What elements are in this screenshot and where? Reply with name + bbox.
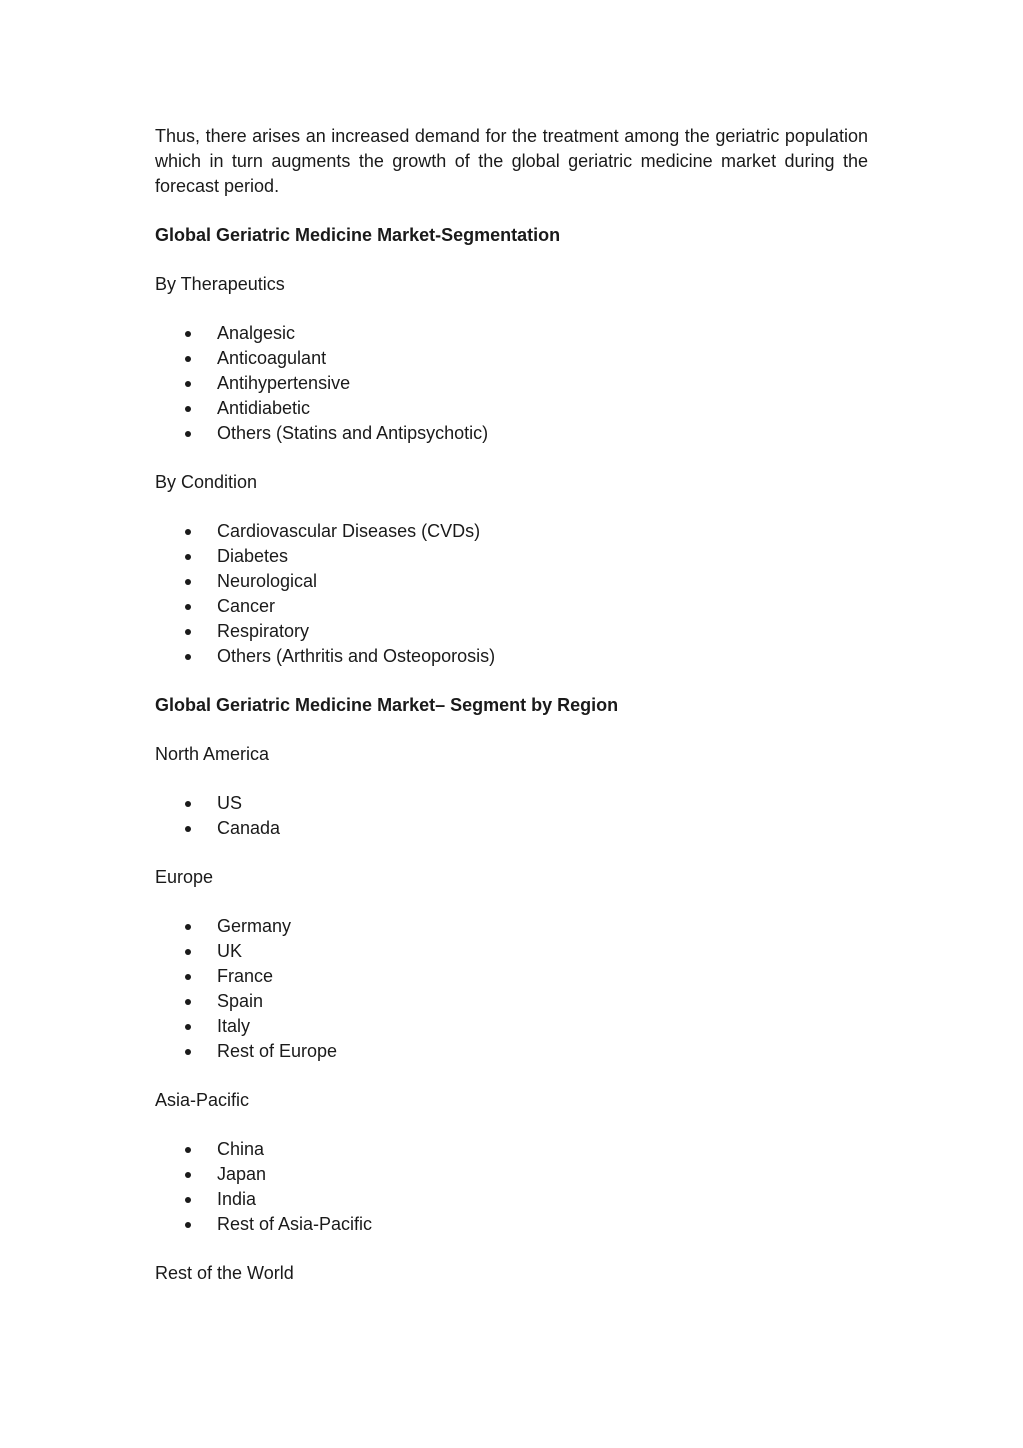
- list-item: [155, 346, 868, 371]
- bullet-icon: [185, 554, 191, 560]
- list-item-label: Cardiovascular Diseases (CVDs): [217, 521, 481, 541]
- list-item-label: Others (Statins and Antipsychotic): [217, 423, 489, 443]
- bullet-icon: [185, 801, 191, 807]
- list-item-label: Italy: [217, 1016, 251, 1036]
- bullet-icon: [185, 1024, 191, 1030]
- list-item: [155, 371, 868, 396]
- list-item: [155, 569, 868, 594]
- list-item: [155, 1039, 868, 1064]
- bullet-icon: [185, 1197, 191, 1203]
- list-item: [155, 939, 868, 964]
- segmentation-heading: Global Geriatric Medicine Market-Segmentation: [155, 225, 561, 245]
- bullet-icon: [185, 999, 191, 1005]
- list-item: [155, 1212, 868, 1237]
- list-item-label: Canada: [217, 818, 281, 838]
- rest-of-world-label: Rest of the World: [155, 1263, 294, 1283]
- therapeutics-list: [155, 321, 868, 446]
- list-item: [155, 1137, 868, 1162]
- bullet-icon: [185, 431, 191, 437]
- europe-list: [155, 914, 868, 1064]
- asia-pacific-list: [155, 1137, 868, 1237]
- list-item: [155, 594, 868, 619]
- bullet-icon: [185, 381, 191, 387]
- bullet-icon: [185, 654, 191, 660]
- list-item: [155, 321, 868, 346]
- bullet-icon: [185, 356, 191, 362]
- list-item-label: Diabetes: [217, 546, 289, 566]
- bullet-icon: [185, 529, 191, 535]
- list-item: [155, 544, 868, 569]
- bullet-icon: [185, 949, 191, 955]
- list-item-label: Rest of Europe: [217, 1041, 338, 1061]
- bullet-icon: [185, 579, 191, 585]
- list-item-label: Rest of Asia-Pacific: [217, 1214, 373, 1234]
- list-item-label: Others (Arthritis and Osteoporosis): [217, 646, 496, 666]
- list-item-label: US: [217, 793, 243, 813]
- list-item-label: Cancer: [217, 596, 276, 616]
- list-item-label: Japan: [217, 1164, 267, 1184]
- region-heading: Global Geriatric Medicine Market– Segment by Region: [155, 695, 619, 715]
- list-item-label: India: [217, 1189, 257, 1209]
- north-america-label: North America: [155, 744, 270, 764]
- list-item: [155, 816, 868, 841]
- list-item: [155, 914, 868, 939]
- list-item-label: Antidiabetic: [217, 398, 311, 418]
- bullet-icon: [185, 1222, 191, 1228]
- list-item-label: Anticoagulant: [217, 348, 327, 368]
- intro-paragraph: Thus, there arises an increased demand for the treatment among the geriatric population which in turn augments the growth of the global geriatric medicine market during the forecast period.: [155, 126, 868, 196]
- bullet-icon: [185, 629, 191, 635]
- list-item-label: France: [217, 966, 274, 986]
- north-america-list: [155, 791, 868, 841]
- list-item-label: Spain: [217, 991, 264, 1011]
- list-item: [155, 1014, 868, 1039]
- list-item: [155, 964, 868, 989]
- bullet-icon: [185, 1147, 191, 1153]
- list-item-label: Germany: [217, 916, 292, 936]
- bullet-icon: [185, 1172, 191, 1178]
- list-item: [155, 619, 868, 644]
- bullet-icon: [185, 974, 191, 980]
- therapeutics-label: By Therapeutics: [155, 274, 285, 294]
- list-item-label: China: [217, 1139, 265, 1159]
- list-item-label: Analgesic: [217, 323, 296, 343]
- list-item: [155, 421, 868, 446]
- bullet-icon: [185, 924, 191, 930]
- list-item: [155, 1187, 868, 1212]
- list-item: [155, 396, 868, 421]
- bullet-icon: [185, 406, 191, 412]
- list-item-label: Respiratory: [217, 621, 310, 641]
- list-item: [155, 791, 868, 816]
- bullet-icon: [185, 1049, 191, 1055]
- list-item-label: UK: [217, 941, 243, 961]
- list-item: [155, 989, 868, 1014]
- asia-pacific-label: Asia-Pacific: [155, 1090, 250, 1110]
- document-page: [155, 124, 868, 1286]
- list-item: [155, 519, 868, 544]
- bullet-icon: [185, 331, 191, 337]
- bullet-icon: [185, 826, 191, 832]
- list-item: [155, 1162, 868, 1187]
- list-item-label: Antihypertensive: [217, 373, 351, 393]
- condition-list: [155, 519, 868, 669]
- list-item: [155, 644, 868, 669]
- bullet-icon: [185, 604, 191, 610]
- europe-label: Europe: [155, 867, 214, 887]
- condition-label: By Condition: [155, 472, 258, 492]
- list-item-label: Neurological: [217, 571, 318, 591]
